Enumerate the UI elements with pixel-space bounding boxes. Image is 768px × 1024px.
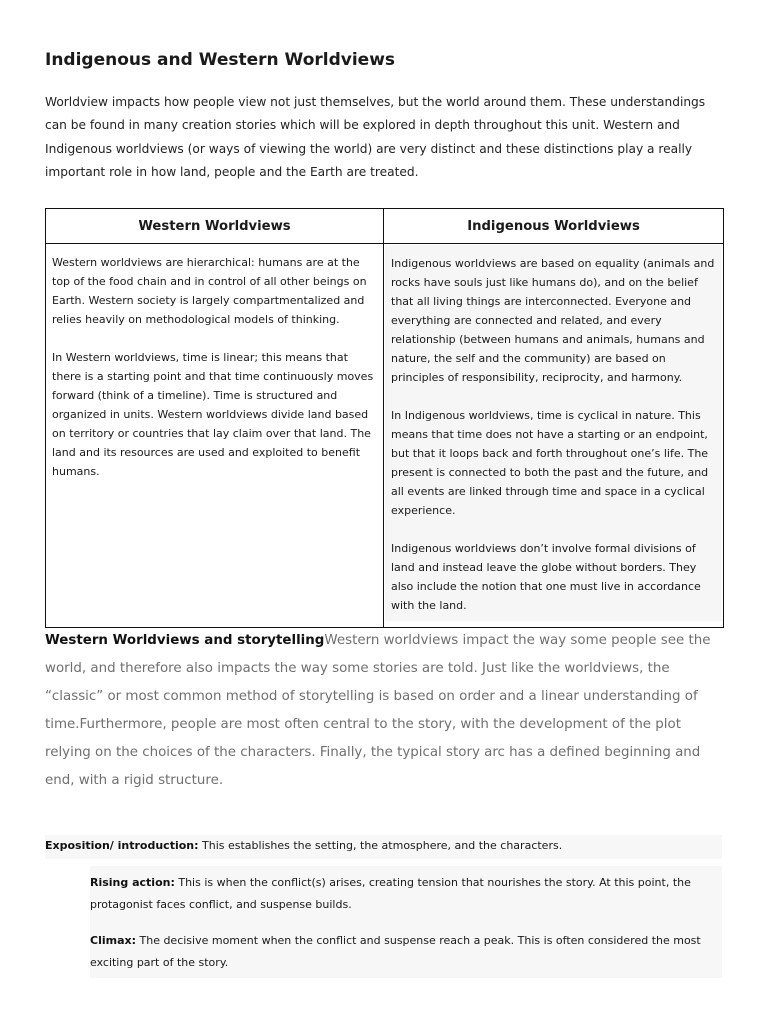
indigenous-paragraph: Indigenous worldviews are based on equality (animals and rocks have souls just like humans do), and on the belief that all living things are interconnected. Everyone and everything are connected and related, and every relationship (between humans and animals, humans and nature, the self and the community) are based on principles of responsibility, reciprocity, and harmony. — [391, 257, 715, 384]
worldviews-table — [45, 208, 724, 628]
climax-term: Climax: — [90, 934, 136, 947]
exposition-term: Exposition/ introduction: — [45, 839, 199, 852]
storytelling-body: Western worldviews impact the way some people see the world, and therefore also impacts the way some stories are told. Just like the worldviews, the “classic” or most common method of storytelling is based on order and a linear understanding of time.Furthermore, people are most often central to the story, with the development of the plot relying on the choices of the characters. Finally, the typical story arc has a defined beginning and end, with a rigid structure. — [45, 633, 711, 788]
climax-text: The decisive moment when the conflict and suspense reach a peak. This is often considered the most exciting part of the story. — [90, 934, 701, 969]
intro-paragraph: Worldview impacts how people view not just themselves, but the world around them. These understandings can be found in many creation stories which will be explored in depth throughout this unit. Western and Indigenous worldviews (or ways of viewing the world) are very distinct and these distinctions play a really important role in how land, people and the Earth are treated. — [45, 95, 706, 179]
western-paragraph: Western worldviews are hierarchical: humans are at the top of the food chain and in control of all other beings on Earth. Western society is largely compartmentalized and relies heavily on methodological models of thinking. — [52, 256, 367, 326]
cell-indigenous — [384, 244, 724, 628]
rising-action-term: Rising action: — [90, 876, 175, 889]
western-paragraph: In Western worldviews, time is linear; this means that there is a starting point and that time continuously moves forward (think of a timeline). Time is structured and organized in units. Western worldviews divide land based on territory or countries that lay claim over that land. The land and its resources are used and exploited to benefit humans. — [52, 351, 374, 478]
rising-action-text: This is when the conflict(s) arises, creating tension that nourishes the story. At this point, the protagonist faces conflict, and suspense builds. — [90, 876, 691, 911]
rising-action-item — [90, 872, 722, 916]
header-indigenous: Indigenous Worldviews — [384, 209, 724, 244]
exposition-item — [45, 835, 722, 859]
storytelling-paragraph — [45, 627, 725, 795]
climax-item — [90, 930, 722, 974]
storytelling-heading: Western Worldviews and storytelling — [45, 633, 325, 648]
header-western: Western Worldviews — [46, 209, 384, 244]
cell-western — [46, 244, 384, 628]
exposition-text: This establishes the setting, the atmosphere, and the characters. — [198, 839, 563, 852]
arc-subitems — [90, 866, 722, 978]
indigenous-paragraph: Indigenous worldviews don’t involve formal divisions of land and instead leave the globe without borders. They also include the notion that one must live in accordance with the land. — [391, 542, 701, 612]
indigenous-paragraph: In Indigenous worldviews, time is cyclical in nature. This means that time does not have a starting or an endpoint, but that it loops back and forth throughout one’s life. The present is connected to both the past and the future, and all events are linked through time and space in a cyclical experience. — [391, 409, 709, 517]
page-title: Indigenous and Western Worldviews — [45, 50, 396, 70]
